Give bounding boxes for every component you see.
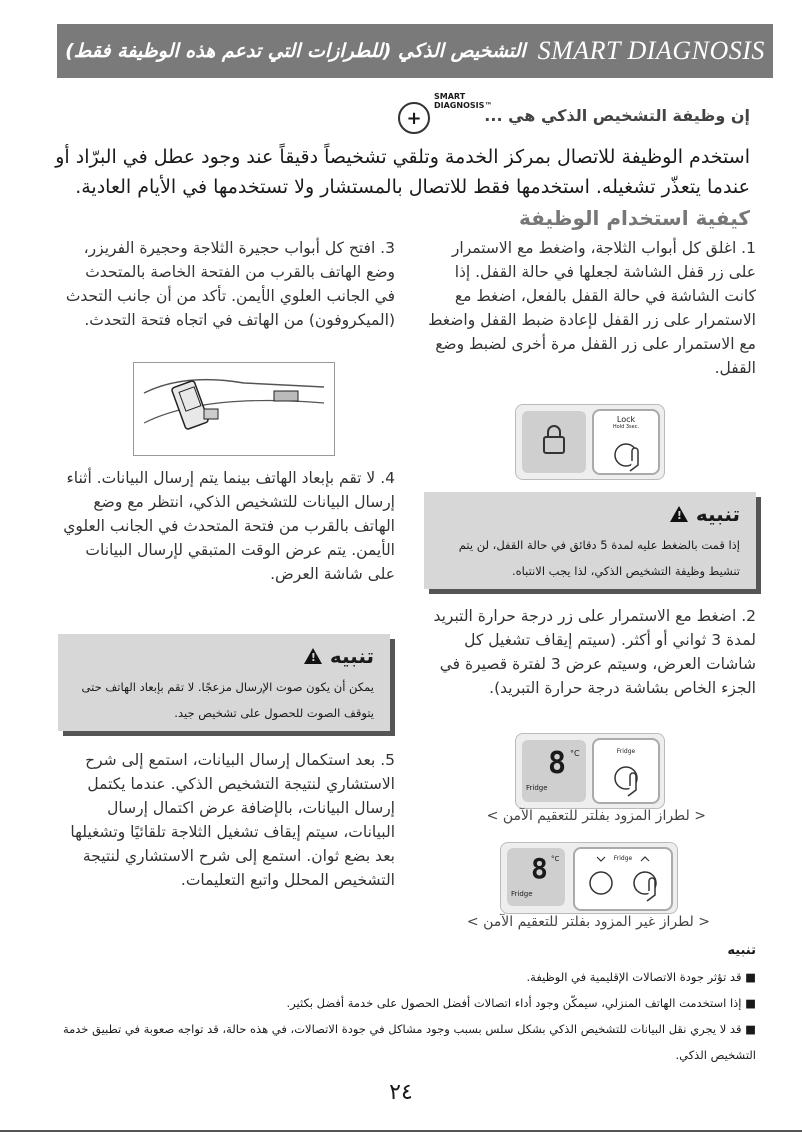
- temp-digit-2: 8: [531, 852, 548, 885]
- caution-title-text-1: تنبيه: [695, 502, 740, 526]
- step-1: 1. اغلق كل أبواب الثلاجة، واضغط مع الاستمرار على زر قفل الشاشة لجعلها في حالة القفل. إذا كانت الشاشة في حالة القفل بالفعل، اضغط مع الاستمرار على زر القفل لإعادة ضبط القفل واضغط مع الاستمرار على زر القفل مرة أخرى لضبط وضع القفل.: [428, 239, 756, 377]
- chevron-down-icon: [597, 857, 605, 861]
- fridge-button-1: [592, 738, 660, 804]
- page-header: [57, 24, 773, 78]
- caption-2: < لطراز غير المزود بفلتر للتعقيم الآمن >: [466, 914, 710, 930]
- fridge-button-2: [573, 847, 673, 911]
- fridge-panel-2: [500, 842, 678, 914]
- lock-icon: [522, 411, 586, 473]
- lock-button-area: [522, 411, 586, 473]
- step-3: 3. افتح كل أبواب حجيرة الثلاجة وحجيرة الفريزر، وضع الهاتف بالقرب من الفتحة الخاصة بالمتحدث في الجانب العلوي الأيمن. تأكد من أن جانب التحدث (الميكروفون) من الهاتف في اتجاه فتحة التحدث.: [65, 239, 395, 329]
- finger-press-icon: [594, 740, 658, 802]
- intro-text: استخدم الوظيفة للاتصال بمركز الخدمة وتلقي تشخيصاً دقيقاً عند وجود عطل في البرّاد أو عندما يتعذّر تشغيله. استخدمها فقط للاتصال بالمستشار ولا تستخدمها في الأيام العادية.: [55, 146, 750, 198]
- caution-title-1: [440, 502, 740, 526]
- page-number: ٢٤: [389, 1080, 413, 1105]
- logo-line1: SMART: [434, 92, 466, 101]
- header-title-en: SMART DIAGNOSIS: [537, 36, 765, 65]
- temp-digit-1: 8: [548, 746, 567, 781]
- notes-section: [36, 938, 756, 1068]
- fridge-label-2: Fridge: [511, 890, 533, 898]
- step-4: 4. لا تقم بإبعاد الهاتف بينما يتم إرسال البيانات. أثناء إرسال البيانات للتشخيص الذكي، انتظر مع وضع الهاتف بالقرب من فتحة المتحدث في الجانب العلوي الأيمن. يتم عرض الوقت المتبقي لإرسال البيانات على شاشة العرض.: [63, 469, 395, 583]
- finger-press-icon: [594, 411, 658, 473]
- lock-label: Lock: [616, 415, 636, 424]
- smart-diagnosis-logo: [398, 92, 492, 134]
- lock-hold-button: [592, 409, 660, 475]
- phone-near-speaker-icon: [134, 363, 334, 455]
- plus-icon: +: [398, 102, 430, 134]
- header-title-ar: التشخيص الذكي (للطرازات التي تدعم هذه الوظيفة فقط): [65, 40, 526, 62]
- lock-panel: [515, 404, 665, 480]
- fridge-display-2: [507, 848, 565, 906]
- notes-title: تنبيه: [727, 943, 756, 958]
- caution-title-2: [74, 644, 374, 668]
- finger-press-icon: [647, 878, 655, 901]
- fridge-display-1: [522, 740, 586, 802]
- lock-sub-label: Hold 3sec.: [612, 424, 640, 430]
- fridge-button-label-2: Fridge: [613, 855, 633, 862]
- caution-box-1: [424, 492, 756, 589]
- fridge-panel-1: [515, 733, 665, 809]
- caution-box-2: [58, 634, 390, 731]
- fridge-button-label-1: Fridge: [616, 748, 636, 755]
- note-3: ■ قد لا يجري نقل البيانات للتشخيص الذكي بشكل سلس بسبب وجود مشاكل في جودة الاتصالات، في هذه حالة، قد تواجه صعوبة في تطبيق خدمة التشخيص الذكي.: [36, 1016, 756, 1068]
- caution-text-1: إذا قمت بالضغط عليه لمدة 5 دقائق في حالة القفل، لن يتم تنشيط وظيفة التشخيص الذكي، لذا يجب الانتباه.: [458, 538, 740, 578]
- step-5: 5. بعد استكمال إرسال البيانات، استمع إلى شرح الاستشاري لنتيجة التشخيص الذكي. عندما يكتمل إرسال البيانات، بالإضافة عرض اكتمال إرسال البيانات، سيتم إيقاف تشغيل الثلاجة تلقائيًا وتشغيلها بعد بضع ثوان. استمع إلى شرح الاستشاري لنتيجة التشخيص المحلل واتبع التعليمات.: [70, 751, 395, 889]
- fridge-label-1: Fridge: [526, 784, 548, 792]
- intro-question: إن وظيفة التشخيص الذكي هي ...: [484, 106, 750, 125]
- step-2: 2. اضغط مع الاستمرار على زر درجة حرارة التبريد لمدة 3 ثواني أو أكثر. (سيتم إيقاف تشغيل كل شاشات العرض، وسيتم عرض 3 لفترة قصيرة في الجزء الخاص بشاشة درجة حرارة التبريد).: [433, 607, 756, 697]
- note-2: ■ إذا استخدمت الهاتف المنزلي، سيمكّن وجود أداء اتصالات أفضل الحصول على خدمة أفضل بكثير.: [36, 990, 756, 1016]
- bottom-divider: [0, 1130, 802, 1132]
- caption-1: < لطراز المزود بفلتر للتعقيم الآمن >: [486, 808, 706, 824]
- caution-title-text-2: تنبيه: [329, 644, 374, 668]
- warning-icon: !: [670, 506, 688, 522]
- temp-unit-1: °C: [570, 749, 580, 758]
- how-to-heading: كيفية استخدام الوظيفة: [518, 206, 750, 230]
- note-1: ■ قد تؤثر جودة الاتصالات الإقليمية في الوظيفة.: [36, 964, 756, 990]
- warning-icon: !: [304, 648, 322, 664]
- logo-line2: DIAGNOSIS™: [434, 101, 493, 110]
- chevron-up-icon: [641, 857, 649, 861]
- temp-unit-2: °C: [551, 855, 560, 863]
- caution-text-2: يمكن أن يكون صوت الإرسال مزعجًا. لا تقم بإبعاد الهاتف حتى يتوقف الصوت للحصول على تشخيص جيد.: [81, 680, 374, 720]
- phone-illustration: [133, 362, 335, 456]
- up-down-buttons: [575, 849, 671, 909]
